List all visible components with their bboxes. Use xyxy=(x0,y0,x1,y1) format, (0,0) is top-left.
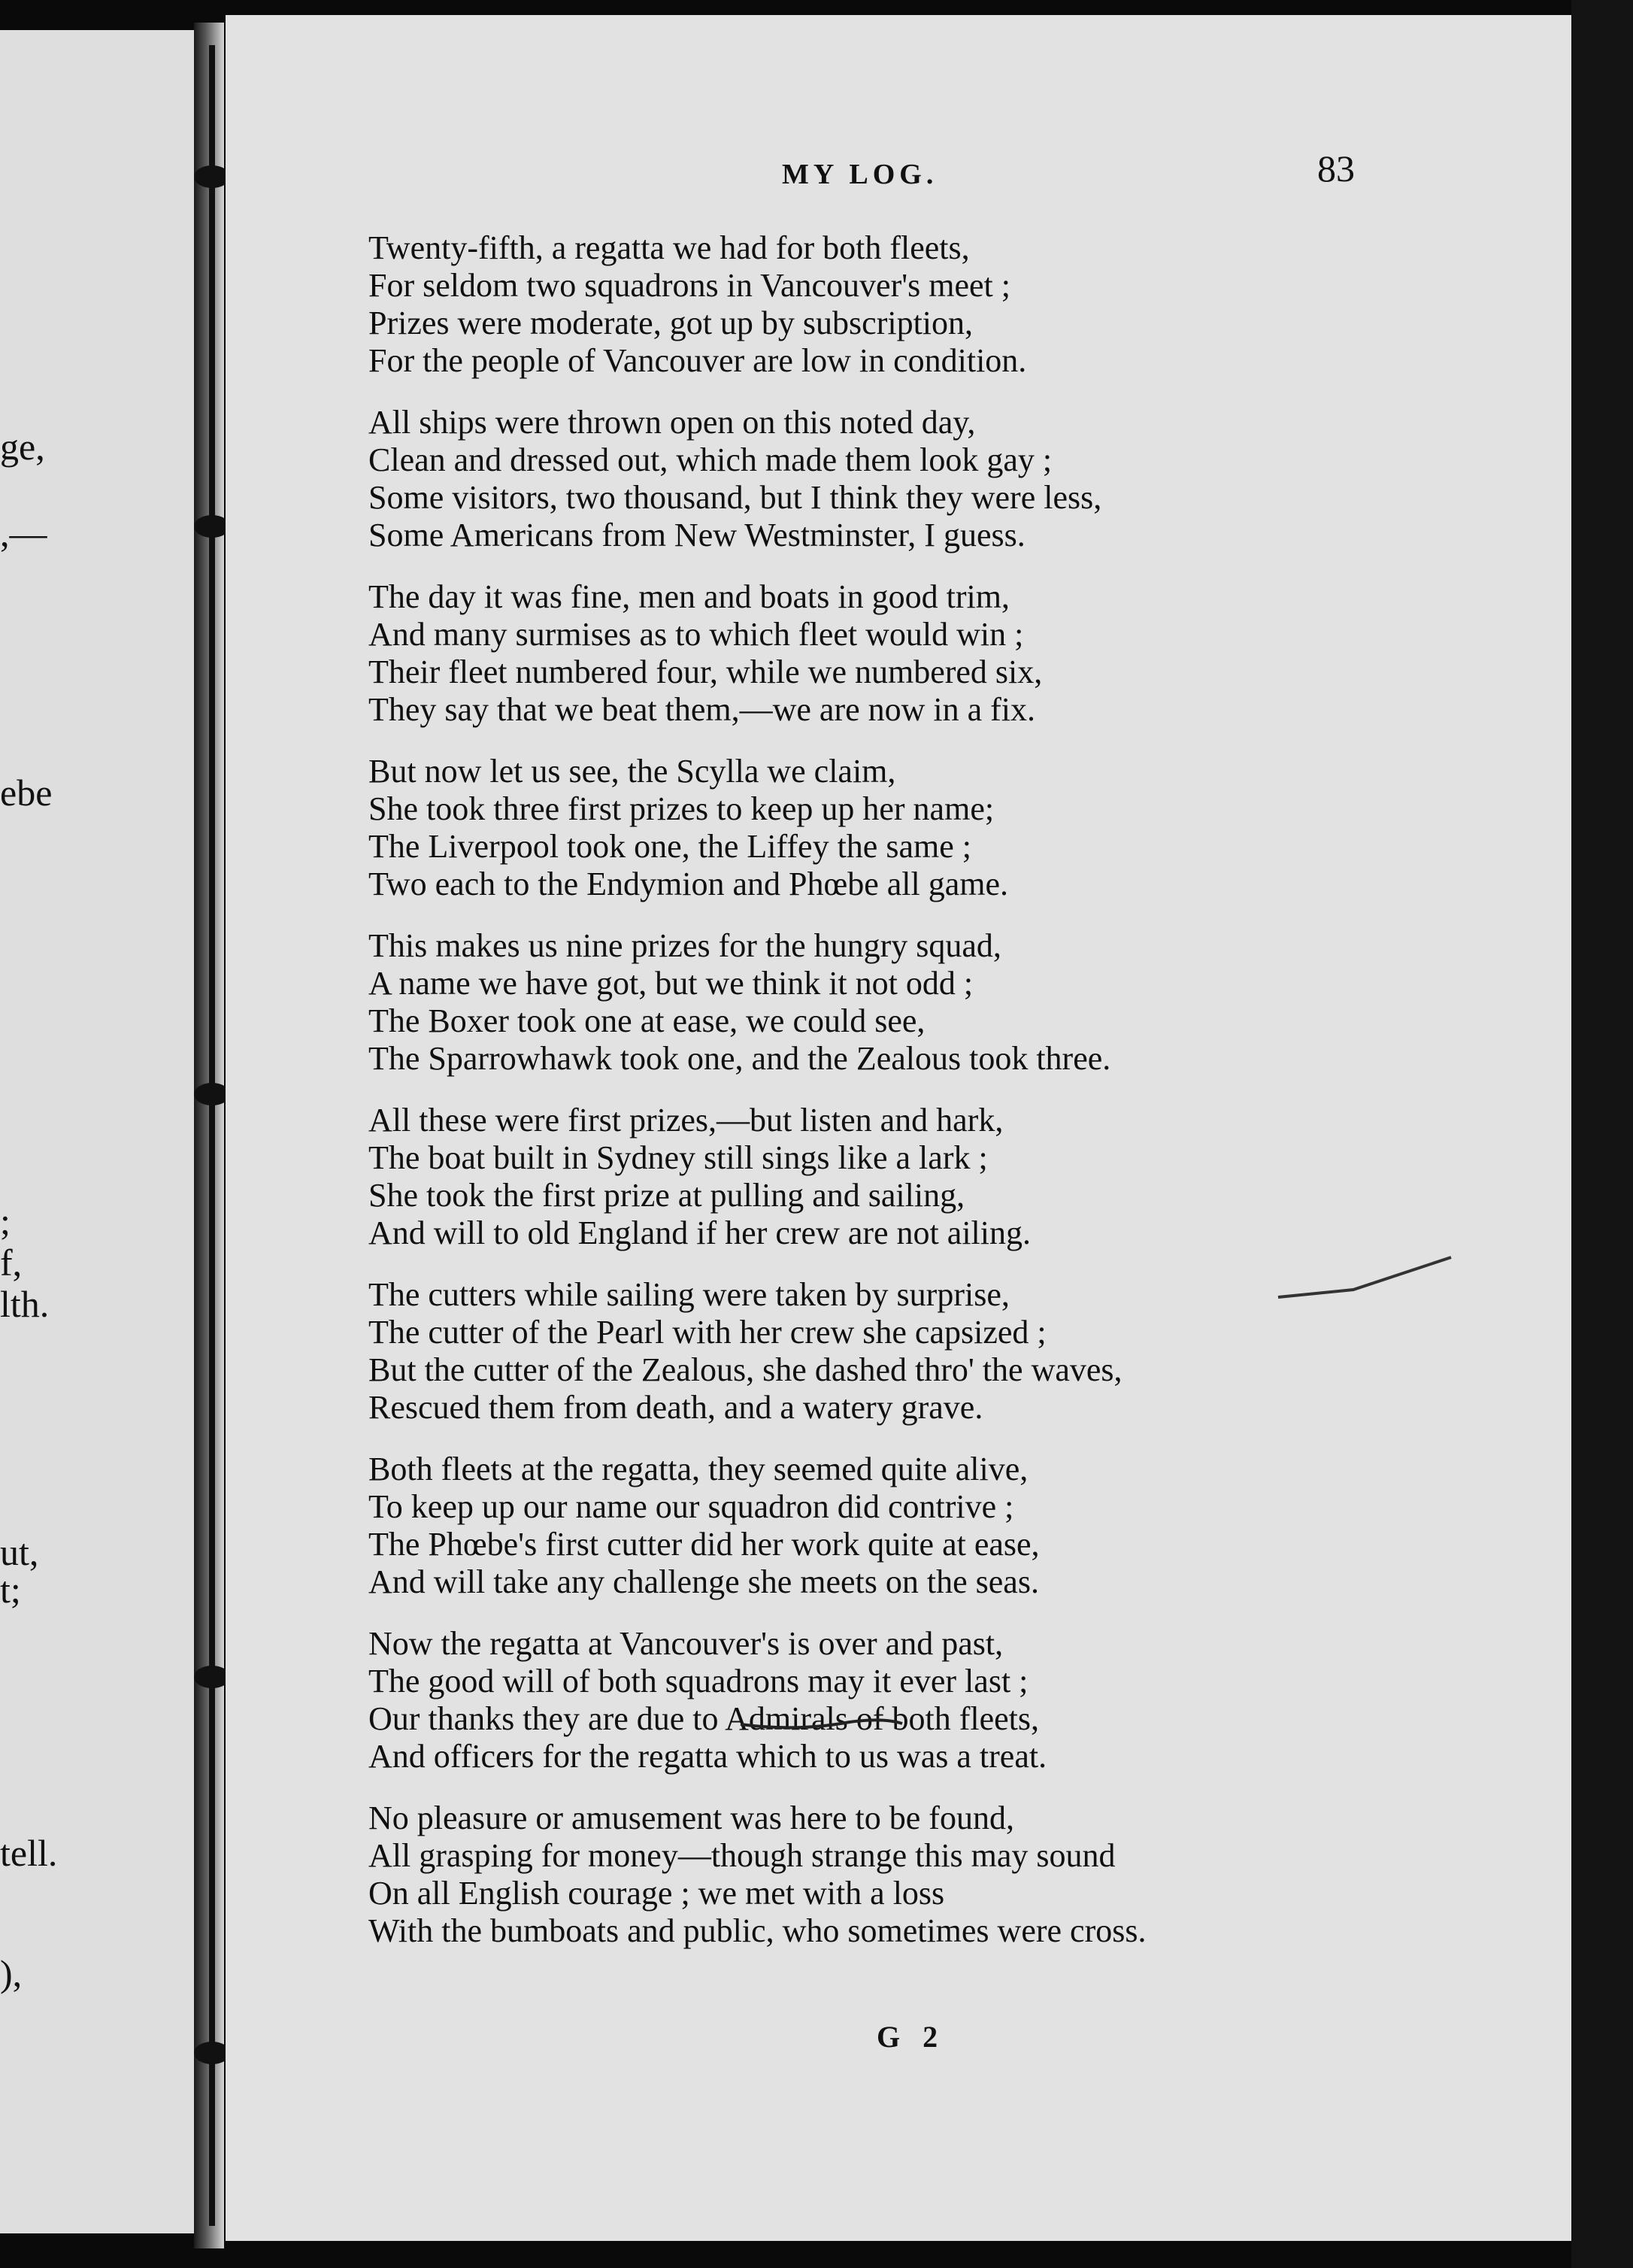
page-number: 83 xyxy=(1317,147,1355,190)
verse-line: Some visitors, two thousand, but I think they were less, xyxy=(368,479,1102,516)
verse-line: The Sparrowhawk took one, and the Zealous took three. xyxy=(368,1040,1111,1077)
running-title: MY LOG. xyxy=(782,159,938,190)
verse-line: On all English courage ; we met with a loss xyxy=(368,1875,945,1912)
verse-line: No pleasure or amusement was here to be found, xyxy=(368,1800,1014,1836)
verse-line: Prizes were moderate, got up by subscription, xyxy=(368,305,974,341)
verse-line: Twenty-fifth, a regatta we had for both fleets, xyxy=(368,229,970,266)
verse-line: Some Americans from New Westminster, I guess. xyxy=(368,517,1026,553)
verse-line: And will to old England if her crew are not ailing. xyxy=(368,1214,1031,1251)
signature-mark: G 2 xyxy=(877,2020,946,2054)
verse-line: She took the first prize at pulling and sailing, xyxy=(368,1177,965,1214)
pencil-margin-line xyxy=(1278,1257,1451,1297)
verse-line: With the bumboats and public, who sometimes were cross. xyxy=(368,1912,1147,1949)
left-page-fragment: ebe xyxy=(0,772,53,814)
left-page-fragment: ge, xyxy=(0,426,45,468)
pencil-underline xyxy=(741,1720,902,1727)
verse-line: Clean and dressed out, which made them look gay ; xyxy=(368,441,1053,478)
verse-line: The boat built in Sydney still sings like a lark ; xyxy=(368,1139,988,1176)
verse-line: Now the regatta at Vancouver's is over and past, xyxy=(368,1625,1004,1662)
left-page-fragment: ; xyxy=(0,1200,11,1242)
verse-line: All ships were thrown open on this noted day, xyxy=(368,404,976,441)
verse-line: And will take any challenge she meets on the seas. xyxy=(368,1563,1039,1600)
verse-line: Rescued them from death, and a watery grave. xyxy=(368,1389,983,1426)
verse-line: The cutter of the Pearl with her crew she capsized ; xyxy=(368,1314,1047,1351)
verse-line: They say that we beat them,—we are now in a fix. xyxy=(368,691,1036,728)
verse-line: But the cutter of the Zealous, she dashed thro' the waves, xyxy=(368,1351,1122,1388)
verse-line: For the people of Vancouver are low in condition. xyxy=(368,342,1027,379)
left-page-fragment: t; xyxy=(0,1569,21,1611)
verse-line: And many surmises as to which fleet would win ; xyxy=(368,616,1024,653)
left-page-fragment: ut, xyxy=(0,1531,39,1573)
verse-line: This makes us nine prizes for the hungry squad, xyxy=(368,927,1001,964)
left-page-fragment: tell. xyxy=(0,1832,58,1874)
verse-line: And officers for the regatta which to us was a treat. xyxy=(368,1738,1047,1775)
left-page-fragment: lth. xyxy=(0,1283,50,1325)
verse-line: But now let us see, the Scylla we claim, xyxy=(368,753,896,790)
verse-line: All these were first prizes,—but listen and hark, xyxy=(368,1102,1004,1139)
verse-line: A name we have got, but we think it not odd ; xyxy=(368,965,974,1002)
verse-line: Our thanks they are due to Admirals of both fleets, xyxy=(368,1700,1040,1737)
verse-line: The good will of both squadrons may it ever last ; xyxy=(368,1663,1029,1699)
verse-line: The cutters while sailing were taken by surprise, xyxy=(368,1276,1010,1313)
verse-line: Both fleets at the regatta, they seemed quite alive, xyxy=(368,1451,1029,1487)
left-page-fragment: ), xyxy=(0,1952,23,1994)
verse-line: For seldom two squadrons in Vancouver's meet ; xyxy=(368,267,1011,304)
verse-line: The Liverpool took one, the Liffey the same ; xyxy=(368,828,971,865)
verse-line: She took three first prizes to keep up her name; xyxy=(368,790,995,827)
verse-line: All grasping for money—though strange this may sound xyxy=(368,1837,1116,1874)
verse-line: The Boxer took one at ease, we could see, xyxy=(368,1002,926,1039)
left-page-fragment: ,— xyxy=(0,512,47,554)
verse-line: The day it was fine, men and boats in good trim, xyxy=(368,578,1010,615)
verse-line: To keep up our name our squadron did contrive ; xyxy=(368,1488,1014,1525)
verse-line: The Phœbe's first cutter did her work quite at ease, xyxy=(368,1526,1040,1563)
left-page-fragment: f, xyxy=(0,1242,23,1284)
verse-line: Two each to the Endymion and Phœbe all game. xyxy=(368,866,1009,902)
verse-line: Their fleet numbered four, while we numbered six, xyxy=(368,653,1043,690)
